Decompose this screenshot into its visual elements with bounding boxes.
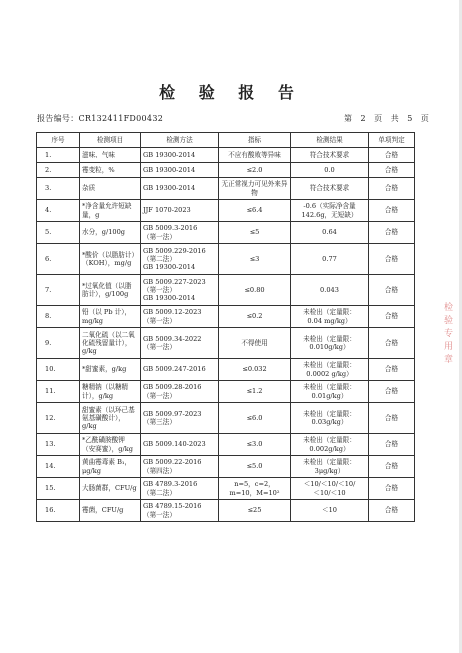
row-number: 5. [37,222,80,244]
row-judgement: 合格 [369,434,415,456]
row-number: 9. [37,328,80,359]
row-judgement: 合格 [369,328,415,359]
row-number: 7. [37,275,80,306]
row-judgement: 合格 [369,306,415,328]
row-indicator: n=5，c=2，m=10，M=10² [219,478,291,500]
table-row [37,275,415,306]
row-result: ＜10 [291,500,369,522]
row-method: GB 5009.229-2016 （第二法） GB 19300-2014 [141,244,219,275]
header-item: 检测项目 [80,133,141,148]
header-indicator: 指标 [219,133,291,148]
row-item: 糖精钠（以糖精计），g/kg [80,381,141,403]
row-result: 未检出（定量限： 0.010g/kg） [291,328,369,359]
row-indicator: ≤6.4 [219,200,291,222]
row-result: 0.043 [291,275,369,306]
row-result: 0.77 [291,244,369,275]
row-result: 未检出（定量限： 3μg/kg） [291,456,369,478]
row-judgement: 合格 [369,178,415,200]
row-item: *乙酰磺胺酸钾（安赛蜜），g/kg [80,434,141,456]
row-number: 10. [37,359,80,381]
row-method: GB 5009.28-2016 （第一法） [141,381,219,403]
row-number: 4. [37,200,80,222]
row-item: 霉变粒，% [80,163,141,178]
row-judgement: 合格 [369,500,415,522]
row-result: 未检出（定量限： 0.04 mg/kg） [291,306,369,328]
row-judgement: 合格 [369,244,415,275]
row-item: *净含量允许短缺量，g [80,200,141,222]
row-number: 6. [37,244,80,275]
table-row [37,456,415,478]
row-item: 杂质 [80,178,141,200]
row-item: 二氧化硫（以二氧化硫残留量计），g/kg [80,328,141,359]
row-indicator: ≤6.0 [219,403,291,434]
row-indicator: ≤1.2 [219,381,291,403]
row-item: 霉菌，CFU/g [80,500,141,522]
row-indicator: 不应有酸败等异味 [219,148,291,163]
row-indicator: 不得使用 [219,328,291,359]
row-method: GB 4789.3-2016 （第二法） [141,478,219,500]
page-indicator: 第 2 页 共 5 页 [344,114,432,123]
table-row [37,244,415,275]
row-indicator: ≤2.0 [219,163,291,178]
table-row [37,200,415,222]
table-row [37,359,415,381]
row-judgement: 合格 [369,456,415,478]
row-judgement: 合格 [369,148,415,163]
row-method: GB 4789.15-2016 （第一法） [141,500,219,522]
table-row [37,306,415,328]
row-judgement: 合格 [369,381,415,403]
row-item: 水分，g/100g [80,222,141,244]
row-number: 16. [37,500,80,522]
row-method: GB 5009.3-2016 （第一法） [141,222,219,244]
row-method: GB 5009.34-2022 （第一法） [141,328,219,359]
row-method: GB 5009.22-2016 （第四法） [141,456,219,478]
row-item: 滋味、气味 [80,148,141,163]
row-method: GB 19300-2014 [141,148,219,163]
table-header-row [37,133,415,148]
row-result: -0.6（实际净含量142.6g，无短缺） [291,200,369,222]
row-method: GB 5009.247-2016 [141,359,219,381]
row-result: 未检出（定量限： 0.0002 g/kg） [291,359,369,381]
row-indicator: ≤3 [219,244,291,275]
row-result: 未检出（定量限： 0.002g/kg） [291,434,369,456]
row-indicator: 无正常视力可见外来异物 [219,178,291,200]
header-method: 检测方法 [141,133,219,148]
row-result: 符合技术要求 [291,178,369,200]
row-method: GB 5009.140-2023 [141,434,219,456]
table-row [37,328,415,359]
table-row [37,148,415,163]
row-item: *甜蜜素，g/kg [80,359,141,381]
row-indicator: ≤0.80 [219,275,291,306]
row-number: 15. [37,478,80,500]
report-title: 检 验 报 告 [159,83,303,102]
row-judgement: 合格 [369,403,415,434]
table-row [37,500,415,522]
row-number: 8. [37,306,80,328]
row-item: 甜蜜素（以环己基氨基磺酸计），g/kg [80,403,141,434]
table-row [37,178,415,200]
row-item: *酸价（以脂肪计）（KOH），mg/g [80,244,141,275]
row-judgement: 合格 [369,200,415,222]
row-method: GB 19300-2014 [141,178,219,200]
table-row [37,163,415,178]
row-indicator: ≤3.0 [219,434,291,456]
row-item: *过氧化值（以脂肪计），g/100g [80,275,141,306]
header-judgement: 单项判定 [369,133,415,148]
row-indicator: ≤5.0 [219,456,291,478]
table-row [37,403,415,434]
row-judgement: 合格 [369,222,415,244]
header-no: 序号 [37,133,80,148]
table-row [37,381,415,403]
row-result: 0.0 [291,163,369,178]
row-number: 3. [37,178,80,200]
row-result: 未检出（定量限： 0.03g/kg） [291,403,369,434]
header-result: 检测结果 [291,133,369,148]
row-indicator: ≤0.2 [219,306,291,328]
row-result: 未检出（定量限： 0.01g/kg） [291,381,369,403]
row-judgement: 合格 [369,478,415,500]
row-judgement: 合格 [369,275,415,306]
table-row [37,478,415,500]
row-indicator: ≤5 [219,222,291,244]
row-number: 12. [37,403,80,434]
row-method: GB 19300-2014 [141,163,219,178]
row-number: 1. [37,148,80,163]
inspection-table [36,132,415,522]
table-row [37,222,415,244]
row-judgement: 合格 [369,163,415,178]
row-number: 14. [37,456,80,478]
row-indicator: ≤25 [219,500,291,522]
row-method: GB 5009.97-2023 （第三法） [141,403,219,434]
row-method: JJF 1070-2023 [141,200,219,222]
row-method: GB 5009.12-2023 （第一法） [141,306,219,328]
row-indicator: ≤0.032 [219,359,291,381]
row-number: 2. [37,163,80,178]
row-judgement: 合格 [369,359,415,381]
seal-stamp: 检 验 专 用 章 [444,303,454,365]
table-row [37,434,415,456]
row-item: 黄曲霉毒素 B₁，μg/kg [80,456,141,478]
report-number: 报告编号：CR132411FD00432 [37,114,164,123]
row-number: 13. [37,434,80,456]
row-result: 符合技术要求 [291,148,369,163]
row-result: ＜10/＜10/＜10/ ＜10/＜10 [291,478,369,500]
row-number: 11. [37,381,80,403]
row-item: 铅（以 Pb 计），mg/kg [80,306,141,328]
row-result: 0.64 [291,222,369,244]
row-item: 大肠菌群，CFU/g [80,478,141,500]
row-method: GB 5009.227-2023 （第一法） GB 19300-2014 [141,275,219,306]
